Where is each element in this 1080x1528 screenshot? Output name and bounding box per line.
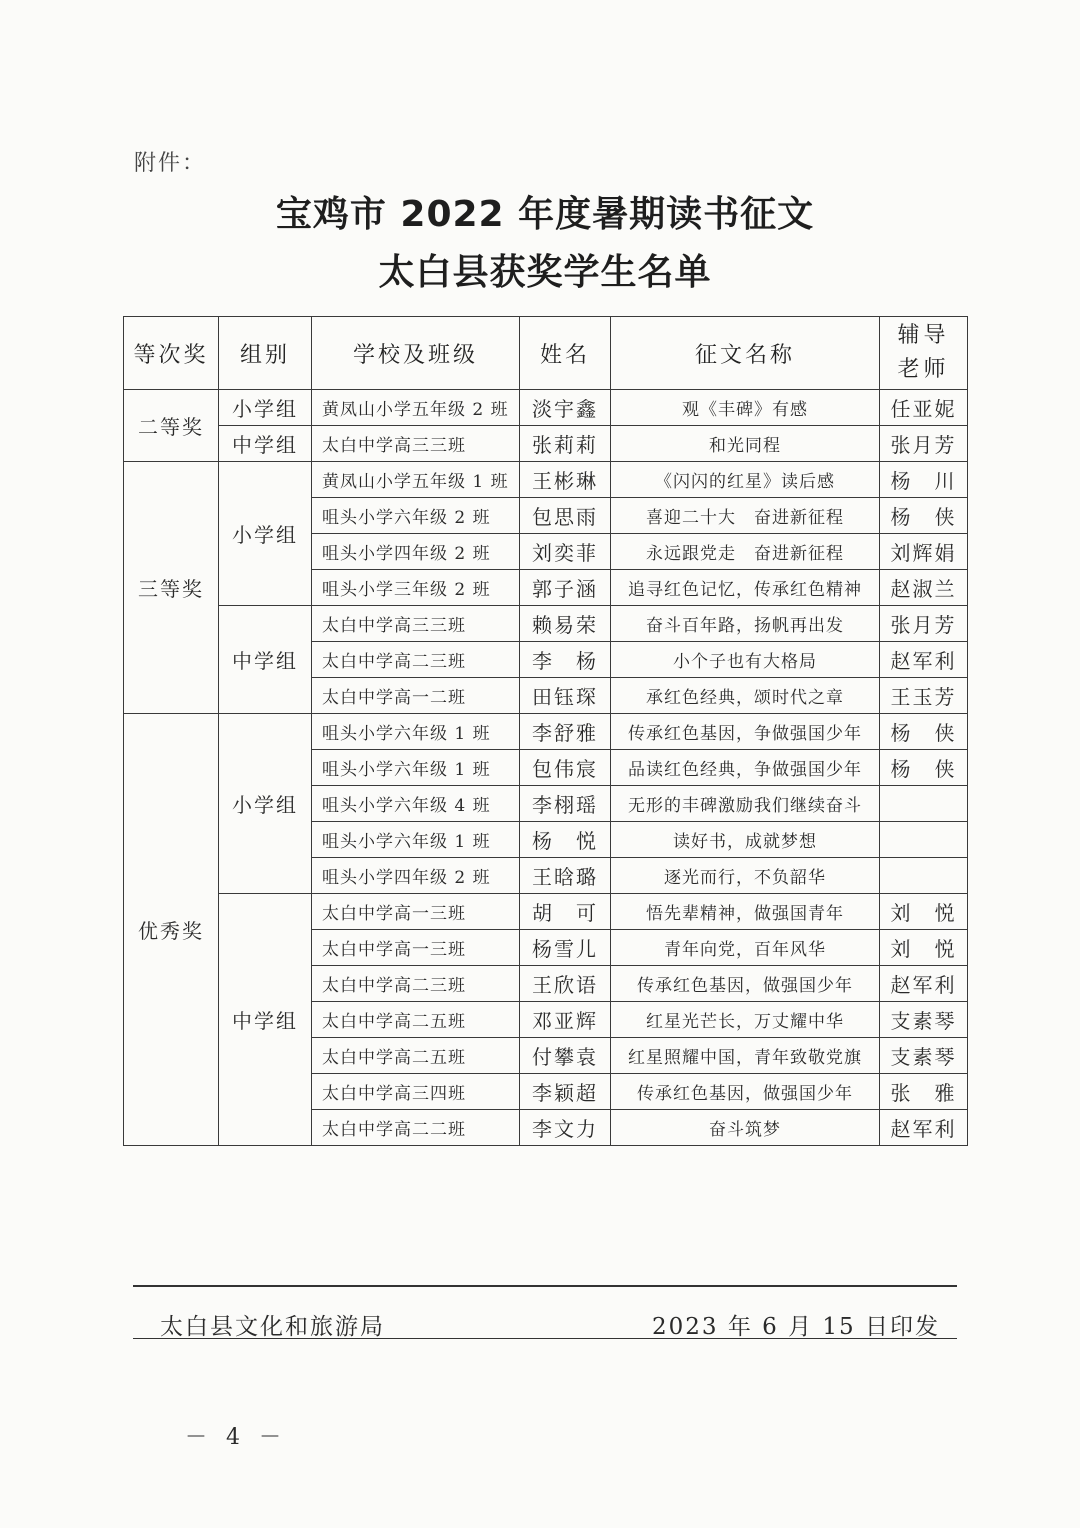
group-cell: 中学组: [219, 606, 312, 714]
table-row: [124, 894, 968, 930]
school-cell: 咀头小学四年级 2 班: [312, 858, 520, 894]
essay-title-cell: 传承红色基因，做强国少年: [611, 1074, 880, 1110]
student-name-cell: 付攀袁: [520, 1038, 611, 1074]
essay-title-cell: 红星光芒长，万丈耀中华: [611, 1002, 880, 1038]
teacher-cell: 赵军利: [880, 642, 968, 678]
essay-title-cell: 奋斗百年路，扬帆再出发: [611, 606, 880, 642]
student-name-cell: 王彬琳: [520, 462, 611, 498]
teacher-cell: 王玉芳: [880, 678, 968, 714]
footer-bottom-rule: [133, 1338, 957, 1339]
school-cell: 咀头小学六年级 1 班: [312, 750, 520, 786]
essay-title-cell: 品读红色经典，争做强国少年: [611, 750, 880, 786]
teacher-cell: 张月芳: [880, 426, 968, 462]
student-name-cell: 杨雪儿: [520, 930, 611, 966]
student-name-cell: 杨 悦: [520, 822, 611, 858]
group-cell: 小学组: [219, 714, 312, 894]
student-name-cell: 包思雨: [520, 498, 611, 534]
teacher-cell: 张月芳: [880, 606, 968, 642]
school-cell: 咀头小学六年级 1 班: [312, 714, 520, 750]
page-number: － 4 －: [185, 1425, 287, 1450]
school-cell: 咀头小学六年级 1 班: [312, 822, 520, 858]
student-name-cell: 李文力: [520, 1110, 611, 1146]
essay-title-cell: 红星照耀中国，青年致敬党旗: [611, 1038, 880, 1074]
group-cell: 中学组: [219, 426, 312, 462]
group-cell: 小学组: [219, 462, 312, 606]
header-level: 等次奖: [124, 317, 219, 390]
teacher-cell: [880, 858, 968, 894]
essay-title-cell: 青年向党，百年风华: [611, 930, 880, 966]
teacher-cell: 赵军利: [880, 1110, 968, 1146]
header-school: 学校及班级: [312, 317, 520, 390]
teacher-cell: 赵淑兰: [880, 570, 968, 606]
teacher-cell: [880, 822, 968, 858]
table-header-row: [124, 317, 968, 390]
table-row: [124, 426, 968, 462]
group-cell: 小学组: [219, 390, 312, 426]
school-cell: 咀头小学六年级 2 班: [312, 498, 520, 534]
teacher-cell: 杨 侠: [880, 498, 968, 534]
teacher-cell: 支素琴: [880, 1002, 968, 1038]
table-row: [124, 390, 968, 426]
school-cell: 太白中学高二三班: [312, 966, 520, 1002]
student-name-cell: 李 杨: [520, 642, 611, 678]
essay-title-cell: 和光同程: [611, 426, 880, 462]
school-cell: 咀头小学三年级 2 班: [312, 570, 520, 606]
school-cell: 太白中学高三三班: [312, 426, 520, 462]
teacher-cell: 杨 侠: [880, 714, 968, 750]
footer-top-rule: [133, 1285, 957, 1287]
teacher-cell: 刘 悦: [880, 930, 968, 966]
teacher-cell: 任亚妮: [880, 390, 968, 426]
school-cell: 太白中学高二五班: [312, 1038, 520, 1074]
essay-title-cell: 传承红色基因，做强国少年: [611, 966, 880, 1002]
student-name-cell: 张莉莉: [520, 426, 611, 462]
header-essay: 征文名称: [611, 317, 880, 390]
school-cell: 太白中学高三四班: [312, 1074, 520, 1110]
header-tutor-line2: 老师: [897, 357, 950, 382]
award-level-cell: 二等奖: [124, 390, 219, 462]
essay-title-cell: 小个子也有大格局: [611, 642, 880, 678]
teacher-cell: 杨 川: [880, 462, 968, 498]
essay-title-cell: 《闪闪的红星》读后感: [611, 462, 880, 498]
student-name-cell: 郭子涵: [520, 570, 611, 606]
award-table: [123, 316, 968, 1146]
essay-title-cell: 永远跟党走 奋进新征程: [611, 534, 880, 570]
essay-title-cell: 承红色经典，颂时代之章: [611, 678, 880, 714]
group-cell: 中学组: [219, 894, 312, 1146]
school-cell: 咀头小学四年级 2 班: [312, 534, 520, 570]
student-name-cell: 李舒雅: [520, 714, 611, 750]
student-name-cell: 淡宇鑫: [520, 390, 611, 426]
student-name-cell: 包伟宸: [520, 750, 611, 786]
student-name-cell: 邓亚辉: [520, 1002, 611, 1038]
essay-title-cell: 传承红色基因，争做强国少年: [611, 714, 880, 750]
essay-title-cell: 奋斗筑梦: [611, 1110, 880, 1146]
school-cell: 咀头小学六年级 4 班: [312, 786, 520, 822]
table-row: [124, 462, 968, 498]
header-group: 组别: [219, 317, 312, 390]
table-row: [124, 714, 968, 750]
student-name-cell: 王欣语: [520, 966, 611, 1002]
award-level-cell: 三等奖: [124, 462, 219, 714]
student-name-cell: 胡 可: [520, 894, 611, 930]
essay-title-cell: 追寻红色记忆，传承红色精神: [611, 570, 880, 606]
teacher-cell: 支素琴: [880, 1038, 968, 1074]
teacher-cell: 杨 侠: [880, 750, 968, 786]
attachment-label: 附件：: [134, 151, 207, 176]
school-cell: 太白中学高二五班: [312, 1002, 520, 1038]
award-level-cell: 优秀奖: [124, 714, 219, 1146]
teacher-cell: 刘 悦: [880, 894, 968, 930]
teacher-cell: 张 雅: [880, 1074, 968, 1110]
school-cell: 太白中学高一二班: [312, 678, 520, 714]
student-name-cell: 王晗璐: [520, 858, 611, 894]
header-tutor-line1: 辅导: [897, 323, 950, 348]
header-tutor: [880, 317, 968, 390]
school-cell: 黄凤山小学五年级 1 班: [312, 462, 520, 498]
essay-title-cell: 无形的丰碑激励我们继续奋斗: [611, 786, 880, 822]
school-cell: 太白中学高二三班: [312, 642, 520, 678]
essay-title-cell: 读好书，成就梦想: [611, 822, 880, 858]
issuer-name: 太白县文化和旅游局: [160, 1314, 385, 1340]
student-name-cell: 赖易荣: [520, 606, 611, 642]
school-cell: 太白中学高一三班: [312, 894, 520, 930]
school-cell: 太白中学高一三班: [312, 930, 520, 966]
table-row: [124, 606, 968, 642]
student-name-cell: 刘奕菲: [520, 534, 611, 570]
school-cell: 太白中学高二二班: [312, 1110, 520, 1146]
essay-title-cell: 悟先辈精神，做强国青年: [611, 894, 880, 930]
document-subtitle: 太白县获奖学生名单: [378, 252, 712, 293]
student-name-cell: 李颖超: [520, 1074, 611, 1110]
teacher-cell: [880, 786, 968, 822]
issue-date: 2023 年 6 月 15 日印发: [652, 1314, 940, 1340]
essay-title-cell: 观《丰碑》有感: [611, 390, 880, 426]
essay-title-cell: 喜迎二十大 奋进新征程: [611, 498, 880, 534]
student-name-cell: 田钰琛: [520, 678, 611, 714]
school-cell: 太白中学高三三班: [312, 606, 520, 642]
teacher-cell: 刘辉娟: [880, 534, 968, 570]
header-name: 姓名: [520, 317, 611, 390]
essay-title-cell: 逐光而行，不负韶华: [611, 858, 880, 894]
school-cell: 黄凤山小学五年级 2 班: [312, 390, 520, 426]
teacher-cell: 赵军利: [880, 966, 968, 1002]
student-name-cell: 李栩瑶: [520, 786, 611, 822]
document-title: 宝鸡市 2022 年度暑期读书征文: [275, 194, 815, 235]
